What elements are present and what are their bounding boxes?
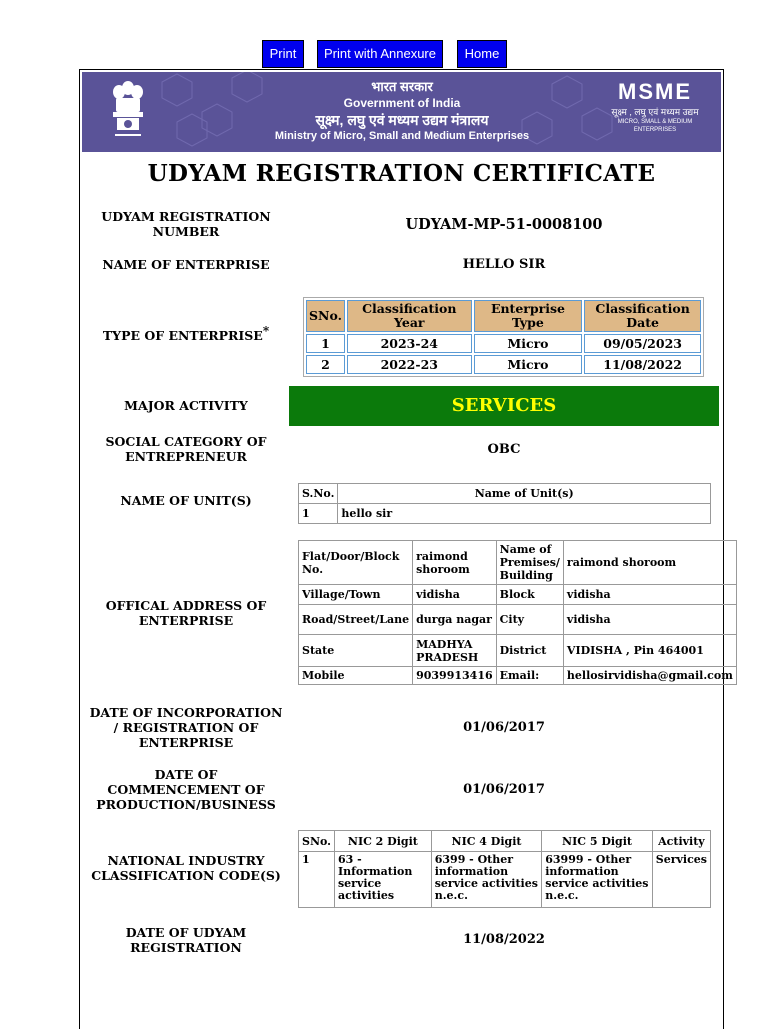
- table-cell: Micro: [474, 334, 583, 353]
- table-header: S.No.: [299, 484, 338, 504]
- home-button[interactable]: Home: [457, 40, 507, 68]
- table-cell: 1: [299, 504, 338, 524]
- table-row: [299, 541, 737, 585]
- ministry-banner: [82, 72, 721, 152]
- village-label: Village/Town: [299, 585, 413, 605]
- table-row: [299, 852, 711, 908]
- table-row: [299, 635, 737, 667]
- unit-names-label: NAME OF UNIT(S): [120, 493, 252, 508]
- table-header: NIC 4 Digit: [431, 831, 542, 852]
- major-activity-value: SERVICES: [289, 386, 719, 426]
- msme-logo: [605, 80, 705, 134]
- table-header: NIC 5 Digit: [542, 831, 653, 852]
- table-row: [299, 585, 737, 605]
- table-header: Name of Unit(s): [338, 484, 711, 504]
- village-value: vidisha: [413, 585, 497, 605]
- enterprise-type-label-text: TYPE OF ENTERPRISE: [102, 328, 263, 344]
- banner-hindi-ministry: सूक्ष्म, लघु एवं मध्यम उद्यम मंत्रालय: [315, 112, 489, 128]
- table-cell: 1: [306, 334, 345, 353]
- table-cell: 09/05/2023: [584, 334, 701, 353]
- udyam-date-label: DATE OF UDYAM REGISTRATION: [125, 925, 247, 955]
- nic-codes-table: [298, 830, 711, 908]
- commencement-date-label: DATE OF COMMENCEMENT OF PRODUCTION/BUSINESS: [96, 767, 276, 812]
- registration-number-label: UDYAM REGISTRATION NUMBER: [101, 209, 271, 239]
- table-row: [306, 355, 701, 374]
- table-cell: 63999 - Other information service activities n.e.c.: [542, 852, 653, 908]
- banner-ministry: Ministry of Micro, Small and Medium Enterprises: [274, 130, 530, 142]
- msme-logo-hindi: सूक्ष्म , लघु एवं मध्यम उद्यम: [611, 107, 699, 117]
- address-table: [298, 540, 737, 685]
- registration-number-value: UDYAM-MP-51-0008100: [405, 216, 603, 233]
- udyam-date-value: 11/08/2022: [463, 932, 545, 947]
- enterprise-name-label: NAME OF ENTERPRISE: [102, 257, 270, 272]
- district-value: VIDISHA , Pin 464001: [563, 635, 736, 667]
- social-category-label: SOCIAL CATEGORY OF ENTREPRENEUR: [105, 434, 267, 464]
- table-row: [299, 504, 711, 524]
- table-header: Activity: [652, 831, 710, 852]
- premises-label: Name of Premises/ Building: [496, 541, 563, 585]
- table-header: SNo.: [306, 300, 345, 332]
- table-cell: 2022-23: [347, 355, 472, 374]
- flat-label: Flat/Door/Block No.: [299, 541, 413, 585]
- email-label: Email:: [496, 667, 563, 685]
- city-value: vidisha: [563, 605, 736, 635]
- table-cell: Services: [652, 852, 710, 908]
- incorporation-date-value: 01/06/2017: [463, 720, 545, 735]
- table-header-row: [299, 484, 711, 504]
- table-cell: 6399 - Other information service activities n.e.c.: [431, 852, 542, 908]
- mobile-value: 9039913416: [413, 667, 497, 685]
- enterprise-type-label: [86, 324, 286, 343]
- enterprise-type-star: *: [262, 324, 270, 338]
- certificate-title: UDYAM REGISTRATION CERTIFICATE: [147, 160, 656, 187]
- block-label: Block: [496, 585, 563, 605]
- table-header: SNo.: [299, 831, 335, 852]
- district-label: District: [496, 635, 563, 667]
- table-header: Enterprise Type: [474, 300, 583, 332]
- email-value: hellosirvidisha@gmail.com: [563, 667, 736, 685]
- print-with-annexure-button[interactable]: Print with Annexure: [317, 40, 443, 68]
- table-row: [306, 334, 701, 353]
- msme-logo-subtitle: MICRO, SMALL & MEDIUM ENTERPRISES: [617, 119, 693, 133]
- msme-logo-word: MSME: [618, 79, 692, 104]
- table-header: Classification Date: [584, 300, 701, 332]
- enterprise-name-value: HELLO SIR: [462, 257, 546, 272]
- table-cell: 11/08/2022: [584, 355, 701, 374]
- road-value: durga nagar: [413, 605, 497, 635]
- major-activity-label: MAJOR ACTIVITY: [124, 398, 248, 413]
- address-label: OFFICAL ADDRESS OF ENTERPRISE: [105, 598, 267, 628]
- table-cell: 63 - Information service activities: [334, 852, 431, 908]
- table-cell: 1: [299, 852, 335, 908]
- table-cell: hello sir: [338, 504, 711, 524]
- banner-government: Government of India: [343, 96, 461, 110]
- mobile-label: Mobile: [299, 667, 413, 685]
- enterprise-type-table: [303, 297, 704, 377]
- nic-codes-label: NATIONAL INDUSTRY CLASSIFICATION CODE(S): [91, 853, 281, 883]
- print-button[interactable]: Print: [262, 40, 304, 68]
- flat-value: raimond shoroom: [413, 541, 497, 585]
- table-cell: 2023-24: [347, 334, 472, 353]
- premises-value: raimond shoroom: [563, 541, 736, 585]
- table-header: Classification Year: [347, 300, 472, 332]
- social-category-value: OBC: [487, 442, 521, 457]
- table-header: NIC 2 Digit: [334, 831, 431, 852]
- road-label: Road/Street/Lane: [299, 605, 413, 635]
- incorporation-date-label: DATE OF INCORPORATION / REGISTRATION OF ENTERPRISE: [89, 705, 283, 750]
- table-header-row: [306, 300, 701, 332]
- table-row: [299, 605, 737, 635]
- table-header-row: [299, 831, 711, 852]
- table-cell: 2: [306, 355, 345, 374]
- city-label: City: [496, 605, 563, 635]
- table-cell: Micro: [474, 355, 583, 374]
- unit-names-table: [298, 483, 711, 524]
- national-emblem-icon: [108, 78, 148, 144]
- banner-hindi-title: भारत सरकार: [371, 79, 433, 94]
- banner-text: [262, 78, 542, 144]
- block-value: vidisha: [563, 585, 736, 605]
- state-value: MADHYA PRADESH: [413, 635, 497, 667]
- state-label: State: [299, 635, 413, 667]
- toolbar: [0, 40, 768, 70]
- table-row: [299, 667, 737, 685]
- commencement-date-value: 01/06/2017: [463, 782, 545, 797]
